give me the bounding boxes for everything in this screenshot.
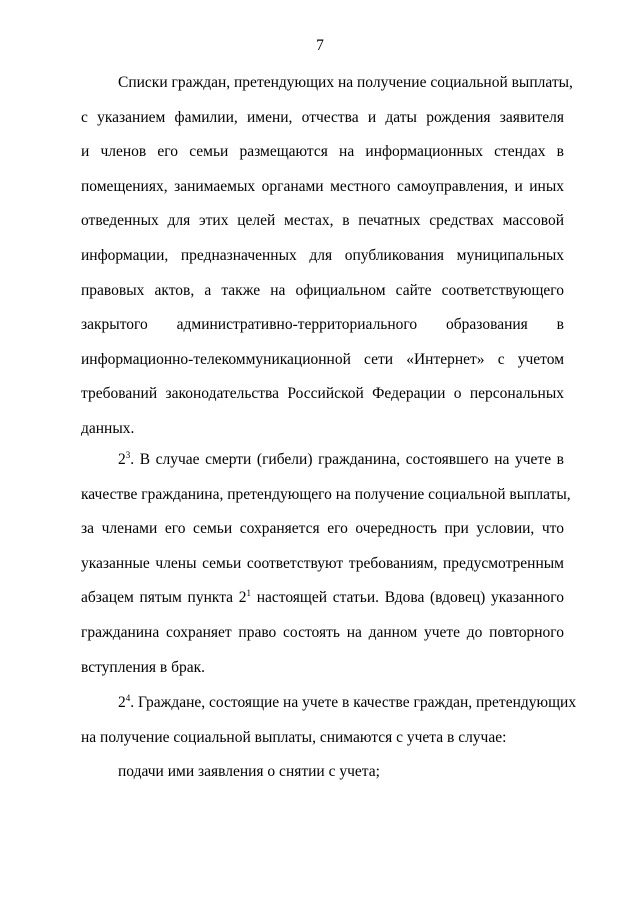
text-line: вступления в брак. [81,658,206,676]
text-fragment: настоящей статьи. Вдова (вдовец) указанного [251,589,564,607]
clause-superscript: 4 [125,693,131,703]
paragraph-death-of-citizen [81,443,571,685]
text-line: гражданина сохраняет право состоять на данном учете до повторного [81,623,564,641]
text-line [81,686,577,721]
clause-superscript: 1 [246,588,252,599]
text-line [81,581,564,616]
text-line: на получение социальной выплаты, снимаются с учета в случае: [81,728,507,746]
clause-number: 2 [118,451,126,468]
text-line: информации, предназначенных для опубликования муниципальных [81,246,564,264]
text-line: информационно-телекоммуникационной сети «Интернет» с учетом [81,350,564,368]
text-line: данных. [81,419,135,437]
text-line: правовых актов, а также на официальном сайте соответствующего [81,281,564,299]
text-line: помещениях, занимаемых органами местного самоуправления, и иных [81,177,564,195]
paragraph-lists-of-citizens [81,66,573,447]
text-line: за членами его семьи сохраняется его очередность при условии, что [81,520,564,538]
clause-number: 2 [118,694,126,711]
text-line: Списки граждан, претендующих на получение социальной выплаты, [118,74,573,91]
page-number: 7 [316,37,324,54]
text-line: с указанием фамилии, имени, отчества и даты рождения заявителя [81,108,564,126]
clause-superscript: 3 [125,450,131,460]
text-line: отведенных для этих целей местах, в печатных средствах массовой [81,212,564,230]
text-line: и членов его семьи размещаются на информационных стендах в [81,143,564,161]
text-fragment: . В случае смерти (гибели) гражданина, состоявшего на учете в [130,451,564,468]
text-line [81,443,564,478]
text-fragment: абзацем пятым пункта 2 [81,589,247,607]
text-fragment: . Граждане, состоящие на учете в качестве граждан, претендующих [130,694,577,711]
text-line: качестве гражданина, претендующего на получение социальной выплаты, [81,485,571,503]
text-line: указанные члены семьи соответствуют требованиям, предусмотренным [81,554,564,572]
paragraph-application-withdrawal [81,755,564,790]
text-line: закрытого административно-территориального образования в [81,316,564,334]
paragraph-removal-from-register [81,686,577,755]
text-line: требований законодательства Российской Федерации о персональных [81,385,564,403]
text-line: подачи ими заявления о снятии с учета; [118,763,380,780]
